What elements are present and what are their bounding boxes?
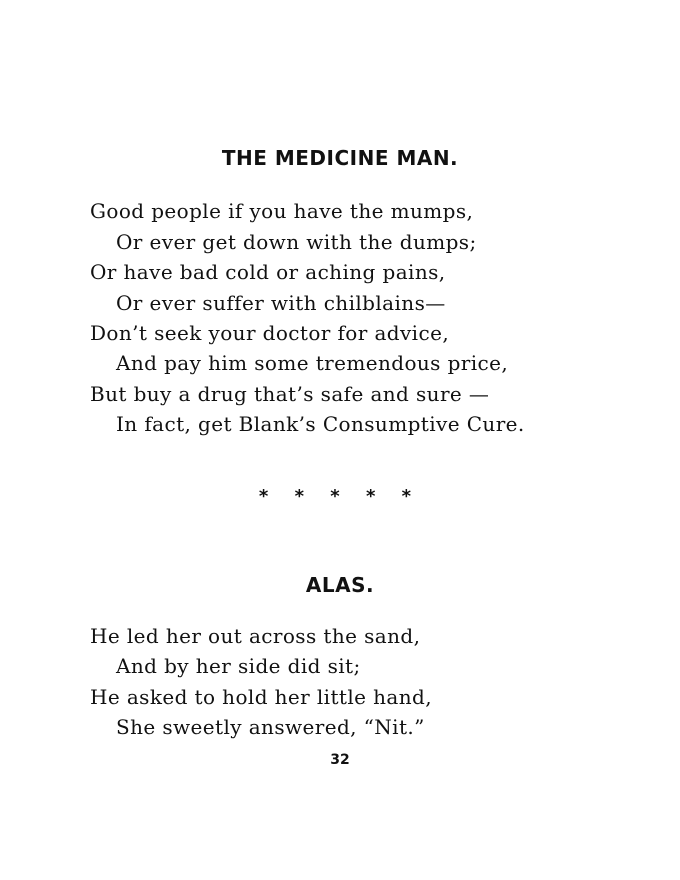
poem-line: Don’t seek your doctor for advice, <box>90 321 450 345</box>
poem-line: Or ever suffer with chilblains— <box>116 291 446 315</box>
poem-line: He asked to hold her little hand, <box>90 685 432 709</box>
poem-line: He led her out across the sand, <box>90 624 421 648</box>
poem-line: And pay him some tremendous price, <box>116 351 509 375</box>
poem-line: Or have bad cold or aching pains, <box>90 260 446 284</box>
poem-line: Or ever get down with the dumps; <box>116 230 477 254</box>
poem-line: But buy a drug that’s safe and sure — <box>90 382 490 406</box>
poem-line: She sweetly answered, “Nit.” <box>116 715 425 739</box>
page-number: 32 <box>330 752 350 768</box>
poem-title-medicine-man: THE MEDICINE MAN. <box>221 146 459 170</box>
poem-line: Good people if you have the mumps, <box>90 199 474 223</box>
poem-line: And by her side did sit; <box>116 654 361 678</box>
poem-title-alas: ALAS. <box>305 573 375 597</box>
poem-line: In fact, get Blank’s Consumptive Cure. <box>116 412 525 436</box>
section-separator: * * * * * <box>258 486 422 507</box>
